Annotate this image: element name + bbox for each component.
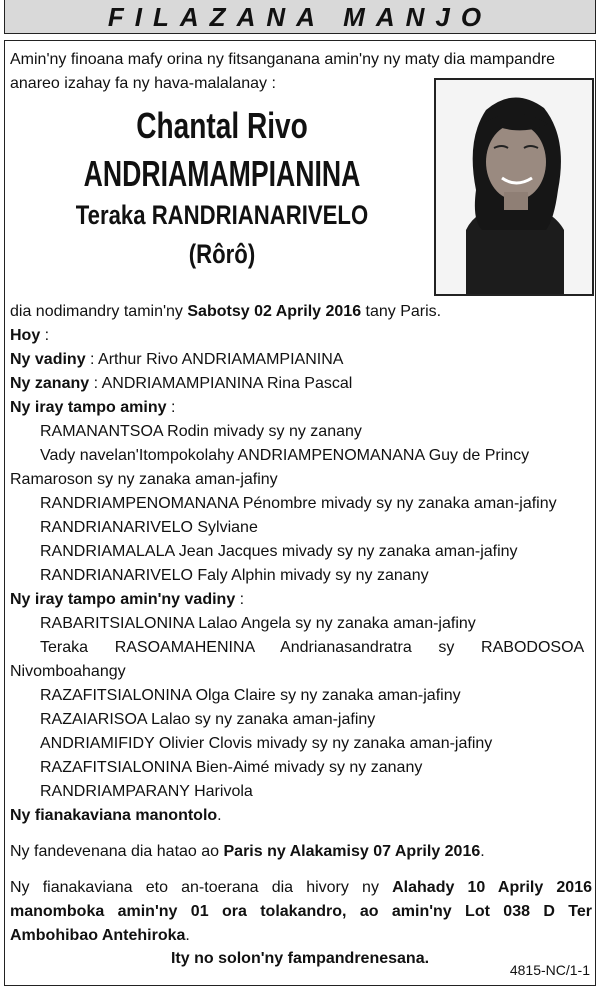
intro-sentence: Amin'ny finoana mafy orina ny fitsanganana amin'ny ny maty dia mampandre anareo izahay fa ny hava-malalanay : <box>10 51 556 92</box>
deceased-nickname: (Rôrô) <box>188 239 256 269</box>
funeral-prefix: Ny fandevenana dia hatao ao <box>10 843 224 860</box>
children-label: Ny zanany <box>10 375 90 392</box>
wake-details: Alahady 10 Aprily 2016 manomboka amin'ny 01 ora tolakandro, ao amin'ny Lot 038 D Ter Ambohibao Antehiroka <box>10 879 593 944</box>
spouse-sibling-item: RABARITSIALONINA Lalao Angela sy ny zanaka aman-jafiny <box>40 615 476 632</box>
closing-line: Ity no solon'ny fampandrenesana. <box>170 950 430 967</box>
family-line <box>10 804 592 828</box>
children-value: : ANDRIAMAMPIANINA Rina Pascal <box>89 375 353 392</box>
sibling-item: Vady navelan'Itompokolahy ANDRIAMPENOMANANA Guy de Princy <box>40 447 530 464</box>
spouse-value: : Arthur Rivo ANDRIAMAMPIANINA <box>85 351 344 368</box>
wake-paragraph <box>10 876 592 948</box>
deceased-names <box>10 100 434 274</box>
spouse-label: Ny vadiny <box>10 351 86 368</box>
death-prefix: dia nodimandry tamin'ny <box>10 303 188 320</box>
portrait-image <box>436 80 592 294</box>
family-label: Ny fianakaviana manontolo <box>10 807 218 824</box>
spouse-sibling-item: RAZAFITSIALONINA Bien-Aimé mivady sy ny zanany <box>40 759 423 776</box>
death-place: tany Paris. <box>361 303 442 320</box>
notice-header: FILAZANA MANJO <box>4 0 596 34</box>
notice-body <box>10 300 592 948</box>
siblings-label: Ny iray tampo aminy <box>10 399 167 416</box>
deceased-first-names: Chantal Rivo <box>136 105 308 146</box>
deceased-surname: ANDRIAMAMPIANINA <box>83 153 361 194</box>
spouse-siblings-label: Ny iray tampo amin'ny vadiny <box>10 591 236 608</box>
wake-prefix: Ny fianakaviana eto an-toerana dia hivory ny <box>10 879 393 896</box>
spouse-sibling-item: RAZAIARISOA Lalao sy ny zanaka aman-jafiny <box>40 711 376 728</box>
hoy-sep: : <box>40 327 50 344</box>
spouse-sibling-item: Nivomboahangy <box>10 663 126 680</box>
funeral-place-date: Paris ny Alakamisy 07 Aprily 2016 <box>223 843 481 860</box>
portrait-photo <box>434 78 594 296</box>
reference-number: 4815-NC/1-1 <box>509 962 590 978</box>
spouse-sibling-item: RANDRIAMPARANY Harivola <box>40 783 253 800</box>
spouse-siblings-heading <box>10 588 592 612</box>
children-line <box>10 372 592 396</box>
funeral-line <box>10 840 592 864</box>
sibling-item: RANDRIAMPENOMANANA Pénombre mivady sy ny zanaka aman-jafiny <box>40 495 557 512</box>
spouse-sibling-item: RAZAFITSIALONINA Olga Claire sy ny zanaka aman-jafiny <box>40 687 461 704</box>
family-suffix: . <box>217 807 222 824</box>
funeral-suffix: . <box>480 843 485 860</box>
death-line <box>10 300 592 324</box>
spouse-sibling-item: ANDRIAMIFIDY Olivier Clovis mivady sy ny zanaka aman-jafiny <box>40 735 493 752</box>
spouse-line <box>10 348 592 372</box>
hoy-label: Hoy <box>10 327 41 344</box>
wake-suffix: . <box>185 927 190 944</box>
sibling-item: RANDRIANARIVELO Faly Alphin mivady sy ny zanany <box>40 567 429 584</box>
sibling-item: RANDRIANARIVELO Sylviane <box>40 519 258 536</box>
siblings-heading <box>10 396 592 420</box>
hoy-line <box>10 324 592 348</box>
spouse-siblings-sep: : <box>235 591 245 608</box>
spouse-sibling-item: Teraka RASOAMAHENINA Andrianasandratra sy RABODOSOA <box>40 639 585 656</box>
sibling-item: RAMANANTSOA Rodin mivady sy ny zanany <box>40 423 362 440</box>
sibling-item: Ramaroson sy ny zanaka aman-jafiny <box>10 471 278 488</box>
sibling-item: RANDRIAMALALA Jean Jacques mivady sy ny zanaka aman-jafiny <box>40 543 518 560</box>
death-date: Sabotsy 02 Aprily 2016 <box>187 303 362 320</box>
siblings-sep: : <box>166 399 176 416</box>
deceased-maiden-name: Teraka RANDRIANARIVELO <box>75 200 369 230</box>
